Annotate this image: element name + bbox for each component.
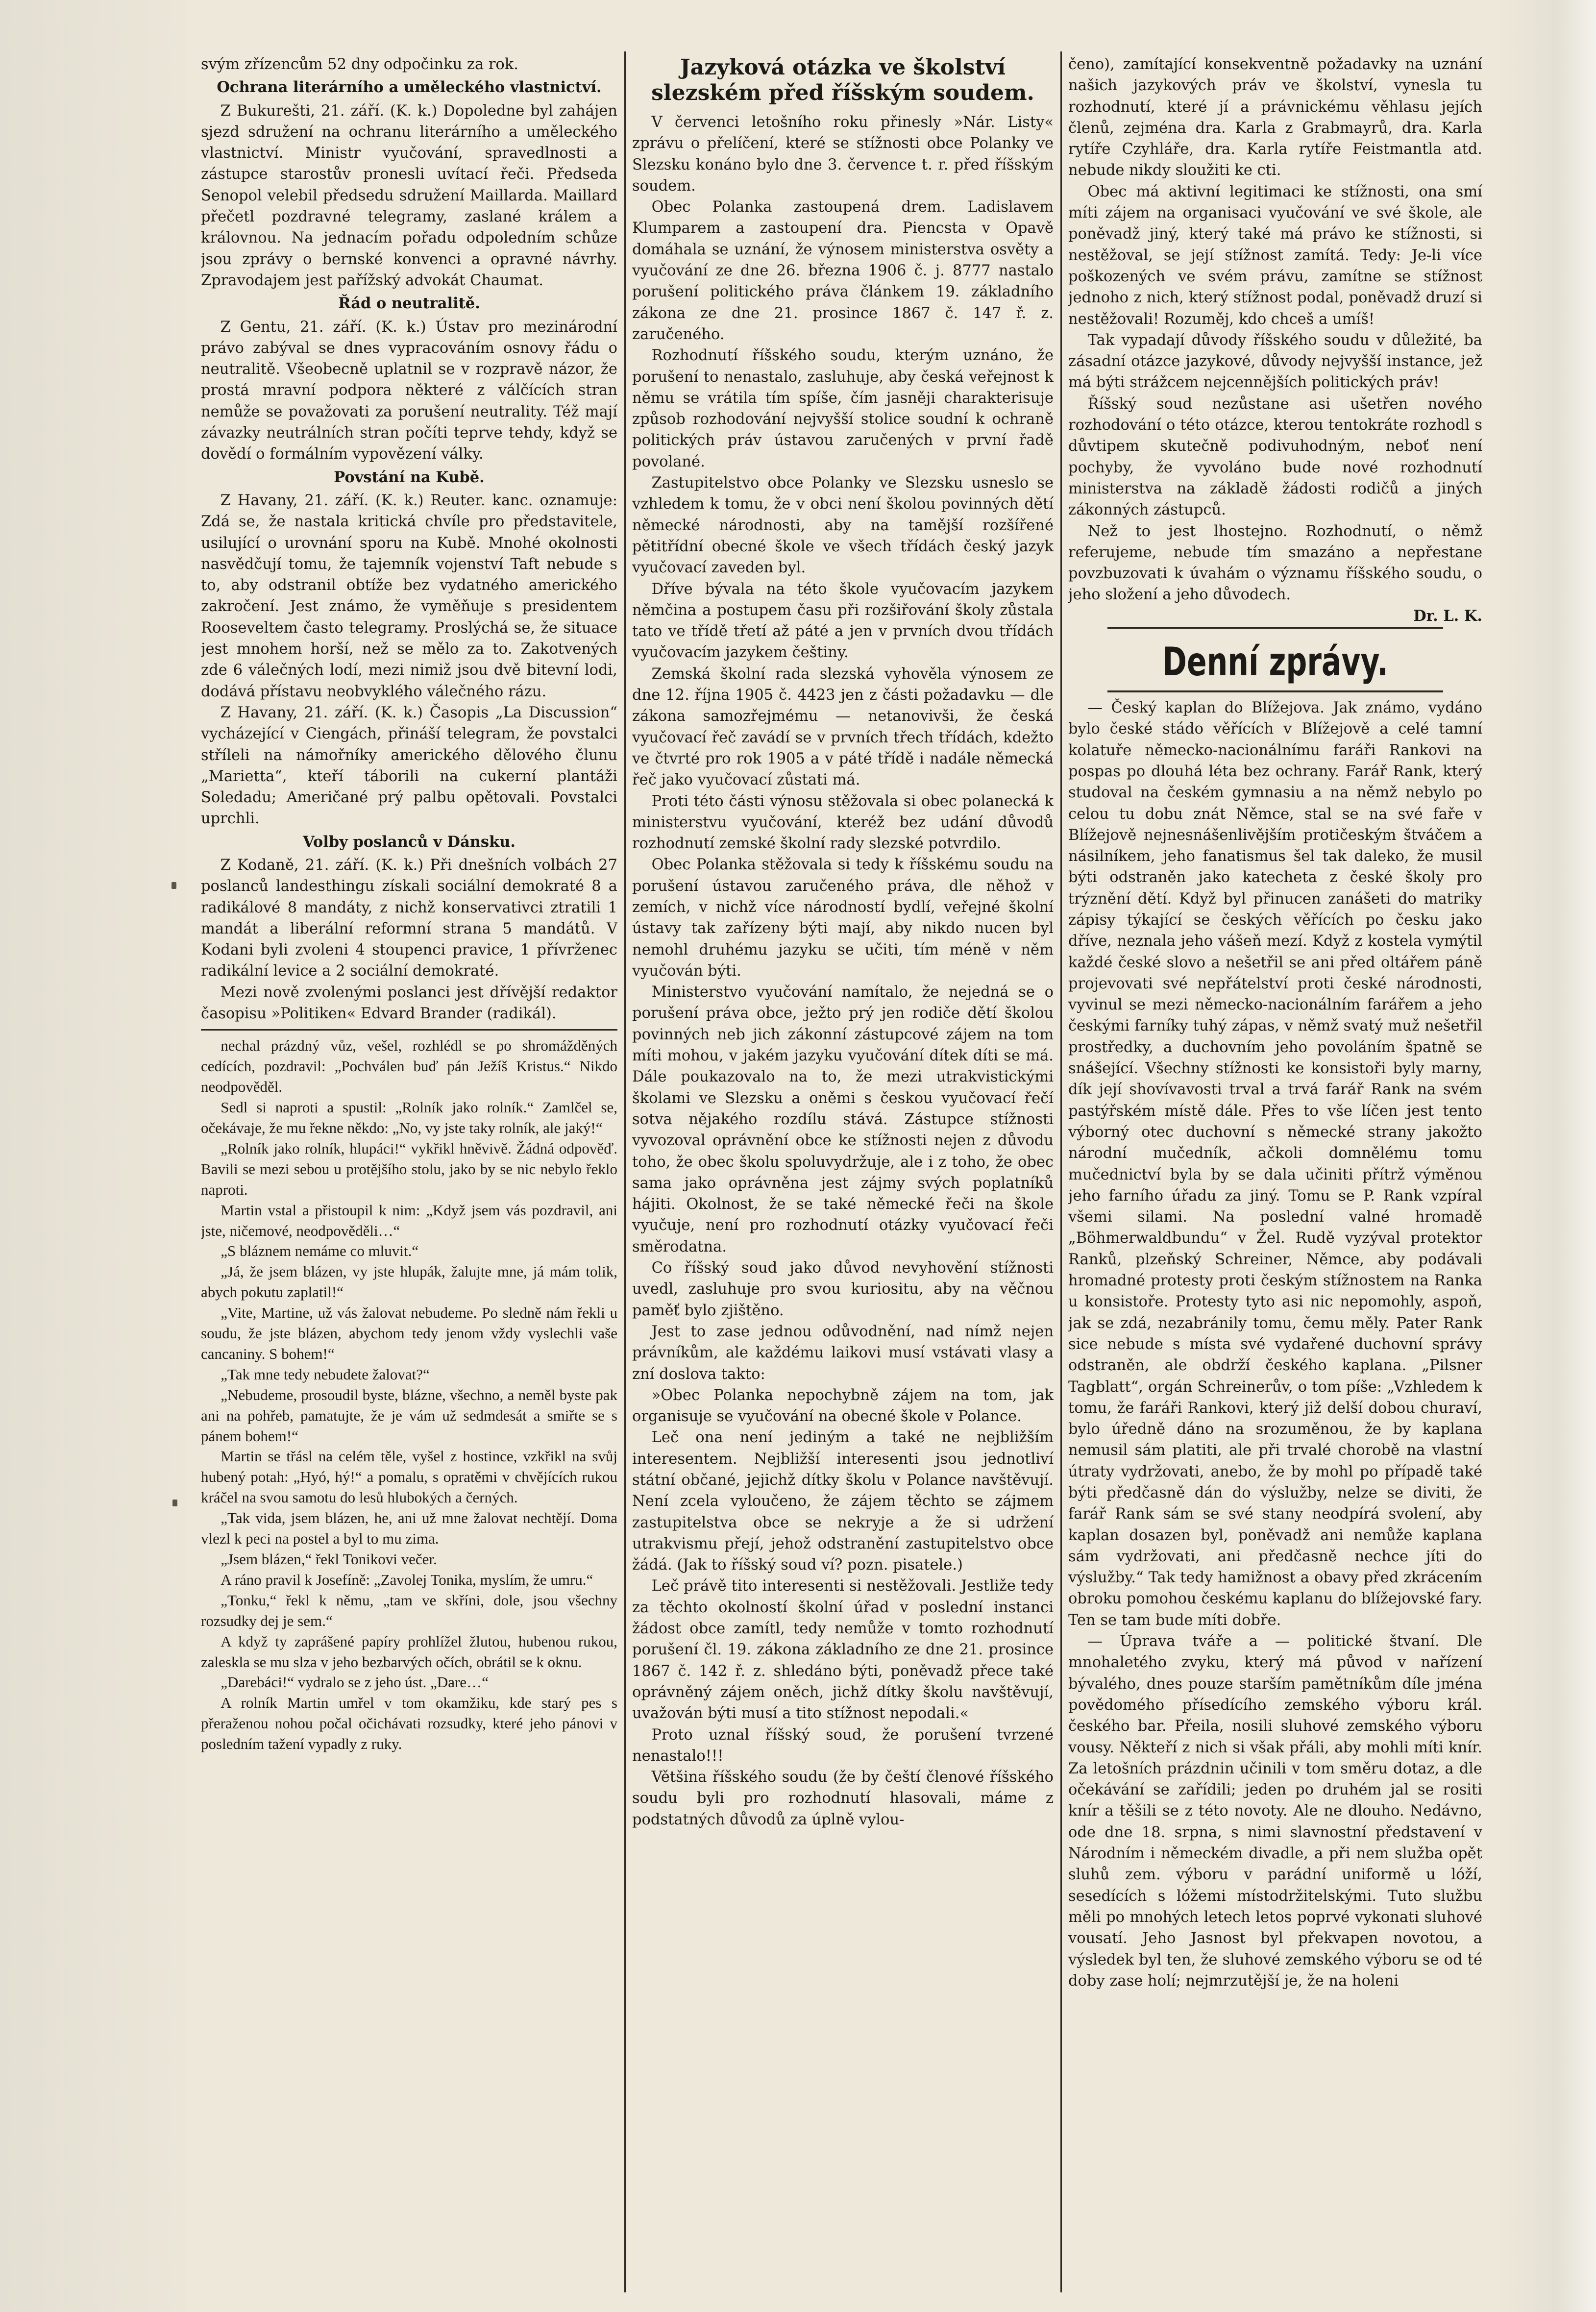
story-paragraph: A rolník Martin umřel v tom okamžiku, kde starý pes s přeraženou nohou počal očichávati rozsudky, které jeho pánovi v posledním tažení vypadly z ruky. [201,1694,617,1753]
paragraph: Než to jest lhostejno. Rozhodnutí, o němž referujeme, nebude tím smazáno a nepřestane povzbuzovati k úvahám o významu říšského soudu, o jeho složení a jeho důvodech. [1068,522,1482,604]
left-page-margin [0,0,186,2312]
story-paragraph: „Darebáci!“ vydralo se z jeho úst. „Dare…“ [221,1673,489,1691]
paragraph: Obec má aktivní legitimaci ke stížnosti, ona smí míti zájem na organisaci vyučování ve své škole, ale poněvadž jiný, který také má právo ke stížnosti, si nestěžoval, se její stížnost zamítá. Tedy: Je-li více poškozených ve svém právu, zamítne se stížnost jednoho z nich, který stížnost podal, poněvadž druzí si nestěžovali! Rozuměj, kdo chceš a umíš! [1068,183,1482,328]
section-divider [1107,690,1443,692]
feuilleton-divider [201,1029,617,1031]
column-2 [632,54,1054,2292]
story-paragraph: A ráno pravil k Josefíně: „Zavolej Tonika, myslím, že umru.“ [221,1571,593,1588]
story-paragraph: „Jsem blázen,“ řekl Tonikovi večer. [221,1550,437,1568]
right-page-margin [1498,0,1596,2312]
story-paragraph: Martin vstal a přistoupil k nim: „Když jsem vás pozdravil, ani jste, ničemové, neodpověděli…“ [201,1201,617,1239]
story-paragraph: „Tak mne tedy nebudete žalovat?“ [221,1365,430,1383]
paragraph: Proti této části výnosu stěžovala si obec polanecká k ministerstvu vyučování, kteréž bez udání důvodů rozhodnutí zemské školní rady slezské potvrdilo. [632,792,1054,853]
story-paragraph: „Vite, Martine, už vás žalovat nebudeme. Po sledně nám řekli u soudu, že jste blázen, abychom tedy jenom vždy vyslechli vaše cancaniny. S bohem!“ [201,1304,617,1362]
paragraph: Dříve bývala na této škole vyučovacím jazykem němčina a postupem času při rozšiřování školy zůstala tato ve třídě třetí až páté a jen v prvních dvou třídách vyučovacím jazykem češtiny. [632,580,1054,662]
section-divider [1107,627,1443,629]
story-paragraph: „Tak vida, jsem blázen, he, ani už mne žalovat nechtějí. Doma vlezl k peci na postel a byl to mu zima. [201,1509,617,1548]
paragraph: Zastupitelstvo obce Polanky ve Slezsku usneslo se vzhledem k tomu, že v obci není školou povinných dětí německé národnosti, aby na tamější rozšířené pětitřídní obecné škole ve všech třídách český jazyk vyučovací zaveden byl. [632,474,1054,577]
story-paragraph: „Já, že jsem blázen, vy jste hlupák, žalujte mne, já mám tolik, abych pokutu zaplatil!“ [201,1263,617,1301]
story-paragraph: Sedl si naproti a spustil: „Rolník jako rolník.“ Zamlčel se, očekávaje, že mu řekne někdo: „No, vy jste taky rolník, ale jaký!“ [201,1099,617,1136]
column-rule [624,51,626,2292]
story-paragraph: „Tonku,“ řekl k němu, „tam ve skříni, dole, jsou všechny rozsudky dej je sem.“ [201,1591,617,1629]
paragraph: Z Bukurešti, 21. září. (K. k.) Dopoledne byl zahájen sjezd sdružení na ochranu literárního a uměleckého vlastnictví. Ministr vyučování, spravedlnosti a zástupce starostův pronesli uvítací řeči. Předseda Senopol velebil předsedu sdružení Maillarda. Maillard přečetl pozdravné telegramy, zaslané králem a královnou. Na jednacím pořadu odpoledním schůze jsou zprávy o bernské konvenci a opravné návrhy. Zpravodajem jest pařížský advokát Chaumat. [201,102,617,289]
story-paragraph: „S bláznem nemáme co mluvit.“ [221,1242,419,1260]
paragraph: čeno), zamítající konsekventně požadavky na uznání našich jazykových práv ve školství, vynesla tu rozhodnutí, které jí a právnickému věhlasu jejích členů, zejména dra. Karla z Grabmayrů, dra. Karla rytíře Czyhláře, dra. Karla rytíře Feistmantla atd. nebude nikdy sloužiti ke cti. [1068,56,1482,179]
feuilleton-story [201,1035,617,1754]
paragraph: Proto uznal říšský soud, že porušení tvrzené nenastalo!!! [632,1726,1054,1765]
story-paragraph: A když ty zaprášené papíry prohlížel žlutou, hubenou rukou, zaleskla se mu slza v jeho bezbarvých očích, obrátil se k oknu. [201,1632,617,1671]
column-1 [201,54,617,2292]
section-title: Denní zprávy. [1162,639,1388,685]
article-heading: Řád o neutralitě. [338,295,480,313]
paragraph: Jest to zase jednou odůvodnění, nad nímž nejen právníkům, ale každému laikovi musí vstávati vlasy a zní doslova takto: [632,1323,1054,1383]
story-paragraph: nechal prázdný vůz, vešel, rozhlédl se po shromážděných cedících, pozdravil: „Pochválen buď pán Ježíš Kristus.“ Nikdo neodpověděl. [201,1037,617,1096]
paragraph: Ministerstvo vyučování namítalo, že nejedná se o porušení práva obce, ježto prý jen rodiče dětí školou povinných neb jich zákonní zástupcové zájem na tom míti mohou, v jakém jazyku vyučování dítek díti se má. Dále poukazovalo na to, že mezi utrakvistickými školami ve Slezsku a oněmi s českou vyučovací řečí sotva nějakého rozdílu stává. Zástupce stížnosti vyvozoval oprávnění obce ke stížnosti nejen z důvodu toho, že obec školu spoluvydržuje, ale i z toho, že obec sama jako oprávněna jest zájmy svých poplatníků hájiti. Okolnost, že se také německé řeči na škole vyučuje, není pro rozhodnutí otázky vyučovací řeči směrodatna. [632,984,1054,1255]
story-paragraph: „Rolník jako rolník, hlupáci!“ vykřikl hněvivě. Žádná odpověď. Bavili se mezi sebou u protějšího stolu, jako by se nic nebylo řeklo naproti. [201,1139,617,1198]
quoted-paragraph: Leč právě tito interesenti si nestěžovali. Jestliže tedy za těchto okolností školní úřad v poslední instanci žádost obce zamítl, tedy nemůže v tomto rozhodnutí porušení čl. 19. zákona základního ze dne 21. prosince 1867 č. 142 ř. z. shledáno býti, poněvadž přece také oprávněný zájem oněch, jichž dítky školu navštěvují, uvažován býti musí a tito stížnost nepodali.« [632,1577,1054,1722]
paragraph: V červenci letošního roku přinesly »Nár. Listy« zprávu o přelíčení, které se stížnosti obce Polanky ve Slezsku konáno bylo dne 3. července t. r. před říšským soudem. [632,114,1054,195]
article-heading: Volby poslanců v Dánsku. [302,833,516,851]
paragraph: svým zřízencům 52 dny odpočinku za rok. [201,56,518,73]
story-paragraph: Martin se třásl na celém těle, vyšel z hostince, vzkřikl na svůj hubený potah: „Hyó, hý!“ a pomalu, s opratěmi v chvějících rukou kráčel na svou samotu do lesů hlubokých a černých. [201,1448,617,1506]
quoted-paragraph: Leč ona není jediným a také ne nejbližším interesentem. Nejbližší interesenti jsou jednotliví státní občané, jejichž dítky školu v Polance navštěvují. Není zcela vyloučeno, že zájem těchto se zájmem zastupitelstva obce se nekryje a že si udržení utrakvismu přejí, jehož odstranění zastupitelstvo obce žádá. (Jak to říšský soud ví? pozn. pisatele.) [632,1429,1054,1574]
column-3 [1068,54,1482,2292]
paragraph: Tak vypadají důvody říšského soudu v důležité, ba zásadní otázce jazykové, důvody nejvyšší instance, jež má býti strážcem nejcennějších politických práv! [1068,331,1482,392]
paragraph: Z Havany, 21. září. (K. k.) Reuter. kanc. oznamuje: Zdá se, že nastala kritická chvíle pro představitele, usilující o urovnání sporu na Kubě. Mnohé okolnosti nasvědčují tomu, že tajemník vojenství Taft nebude s to, aby odstranil obtíže bez vydatného amerického zakročení. Jest známo, že vyměňuje s presidentem Rooseveltem často telegramy. Proslýchá se, že situace jest mnohem horší, než se mělo za to. Zakotvených zde 6 válečných lodí, mezi nimiž jsou dvě bitevní lodi, dodává přístavu neobvyklého válečného rázu. [201,492,617,700]
quoted-paragraph: »Obec Polanka nepochybně zájem na tom, jak organisuje se vyučování na obecné škole v Polance. [632,1386,1054,1426]
paragraph: Většina říšského soudu (že by čeští členové říšského soudu byli pro rozhodnutí hlasovali, máme z podstatných důvodů za úplně vylou- [632,1769,1054,1828]
paragraph: Z Havany, 21. září. (K. k.) Časopis „La Discussion“ vycházející v Ciengách, přináší telegram, že povstalci stříleli na námořníky amerického dělového člunu „Marietta“, kteří táborili na cukerní plantáži Soledadu; Američané prý palbu opětovali. Povstalci uprchli. [201,704,617,828]
story-paragraph: „Nebudeme, prosoudil byste, blázne, všechno, a neměl byste pak ani na pohřeb, pamatujte, že je vám už sedmdesát a smiřte se s pánem bohem!“ [201,1386,617,1445]
article-heading: Povstání na Kubě. [334,468,485,486]
binding-mark [172,1500,177,1506]
paragraph: Z Kodaně, 21. září. (K. k.) Při dnešních volbách 27 poslanců landesthingu získali sociální demokraté 8 a radikálové 8 mandáty, z nichž konservativci ztratili 1 mandát a liberální reformní strana 5 mandátů. V Kodani byli zvoleni 4 stoupenci pravice, 1 přívrženec radikální levice a 2 sociální demokraté. [201,856,617,980]
paragraph: Z Gentu, 21. září. (K. k.) Ústav pro mezinárodní právo zabýval se dnes vypracováním osnovy řádu o neutralitě. Všeobecně uplatnil se v rozpravě názor, že prostá mravní podpora některé z válčících stran nemůže se považovati za porušení neutrality. Též mají závazky neutrálních stran počíti teprve tehdy, když se dovědí o formálním vypovězení války. [201,318,617,463]
paragraph: Co říšský soud jako důvod nevyhovění stížnosti uvedl, zasluhuje pro svou kuriositu, aby na věčnou paměť bylo zjištěno. [632,1259,1054,1319]
binding-mark [172,882,176,889]
paragraph: Zemská školní rada slezská vyhověla výnosem ze dne 12. října 1905 č. 4423 jen z části požadavku — dle zákona samozřejmému — netanovivši, že česká vyučovací řeč zavádí se v prvních třech třídách, kdežto ve čtvrté pro rok 1905 a v páté třídě i nadále německá řeč jako vyučovací zůstati má. [632,665,1054,789]
paragraph: Obec Polanka zastoupená drem. Ladislavem Klumparem a zastoupení dra. Piencsta v Opavě domáhala se uznání, že výnosem ministerstva osvěty a vyučování ze dne 26. března 1906 č. j. 8777 nastalo porušení politického práva článkem 19. základního zákona ze dne 21. prosince 1867 č. 147 ř. z. zaručeného. [632,198,1054,343]
author-signature: Dr. L. K. [1413,607,1482,625]
paragraph: Mezi nově zvolenými poslanci jest dřívější redaktor časopisu »Politiken« Edvard Brander (radikál). [201,984,617,1023]
article-heading: Ochrana literárního a uměleckého vlastnictví. [217,78,602,97]
news-item: — Český kaplan do Blížejova. Jak známo, vydáno bylo české stádo věřících v Blížejově a celé tamní kolatuře německo-nacionálnímu faráři Rankovi na pospas po dlouhá léta bez ochrany. Farář Rank, který studoval na českém gymnasiu a na němž nebylo po celou tu dobu znát Němce, stal se na své faře v Blížejově nejnesnášenlivějším protičeským štváčem a násilníkem, jeho fanatismus šel tak daleko, že musil býti odstraněn jako katecheta z české školy pro trýznění dětí. Když byl přinucen zanášeti do matriky zápisy týkající se českých věřících po česku jako dříve, neznala jeho vášeň mezí. Když z kostela vymýtil každé české slovo a nešetřil se ani před oltářem páně projevovati své nepřátelství proti české národnosti, vyvinul se mezi německo-nacionálním farářem a jeho českými farníky tuhý zápas, v němž svatý muž nešetřil prostředky, a duchovním jeho povoláním špatně se snášející. Všechny stížnosti ke konsistoři byly marny, dík její shovívavosti trval a trvá farář Rank na svém pastýřském místě dále. Přes to vše líčen jest tento výborný otec duchovní s německé strany jakožto národní mučedník, ačkoli domnělému tomu mučednictví byla by se dala učiniti přítrž výměnou jeho farního úřadu za jiný. Tomu se P. Rank vzpíral všemi silami. Na poslední valné hromadě „Böhmerwaldbundu“ v Žel. Rudě vyzýval protektor Ranků, plzeňský Schreiner, Němce, aby podávali hromadné protesty proti českým stížnostem na Ranka u konsistoře. Protesty tyto asi nic nepomohly, aspoň, jak se zdá, nezabránily tomu, čemu měly. Pater Rank sice nebude s místa své vydařené duchovní správy odstraněn, ale obdrží českého kaplana. „Pilsner Tagblatt“, orgán Schreinerův, o tom píše: „Vzhledem k tomu, že faráři Rankovi, který již delší dobou churaví, bylo úředně dáno na srozuměnou, že by kaplana nemusil sám platiti, ale při trvalé chorobě na vlastní útraty vydržovati, anebo, že by mohl po případě také býti předčasně dán do výslužby, nelze se diviti, že farář Rank sám se své stany neodpírá svolení, aby kaplan dosazen byl, poněvadž ani nemůže kaplana sám vydržovati, ani předčasně nechce jíti do výslužby.“ Tak tedy hamižnost a obavy před zkrácením obroku pomohou českému kaplanu do blížejovské fary. Ten se tam bude míti dobře. [1068,699,1482,1629]
paragraph: Obec Polanka stěžovala si tedy k říšskému soudu na porušení ústavou zaručeného práva, dle něhož v zemích, v nichž více národností bydlí, veřejné školní ústavy tak zařízeny býti mají, aby nikdo nucen byl nemohl druhému jazyku se učiti, tím méně v něm vyučován býti. [632,856,1054,980]
article-headline: Jazyková otázka ve školství slezském před říšským soudem. [651,55,1034,105]
column-rule [1060,51,1062,2292]
paragraph: Rozhodnutí říšského soudu, kterým uznáno, že porušení to nenastalo, zasluhuje, aby česká veřejnost k němu se vrátila tím spíše, čím jasněji charakterisuje způsob rozhodování nejvyšší stolice soudní k ochraně politických práv ústavou zaručených v první řadě povolané. [632,347,1054,470]
news-item: — Úprava tváře a — politické štvaní. Dle mnohaletého zvyku, který má původ v nařízení bývalého, dnes pouze starším pamětníkům díle jména povědomého přísedícího zemského výboru král. českého bar. Přeila, nosili sluhové zemského výboru vousy. Někteří z nich si však přáli, aby mohli míti knír. Za letošních prázdnin učinili v tom směru dotaz, a dle očekávání se zařídili; jeden po druhém jal se rositi knír a těšili se z této novoty. Ale ne dlouho. Nedávno, ode dne 18. srpna, s nimi slavnostní představení v Národním i německém divadle, a při nem služba opět sluhů zem. výboru v parádní uniformě u lóží, sesedících s lóžemi místodržitelskými. Tuto službu měli po mnohých letech letos poprvé vykonati sluhové vousatí. Jeho Jasnost byl překvapen novotou, a výsledek byl ten, že sluhové zemského výboru se od té doby zase holí; nejmrzutější je, že na holeni [1068,1633,1482,1990]
paragraph: Říšský soud nezůstane asi ušetřen nového rozhodování o této otázce, kterou tentokráte rozhodl s důvtipem skutečně podivuhodným, neboť není pochyby, že vyvoláno bude nové rozhodnutí ministerstva na základě žádosti rodičů a jiných zákonných zástupců. [1068,395,1482,519]
